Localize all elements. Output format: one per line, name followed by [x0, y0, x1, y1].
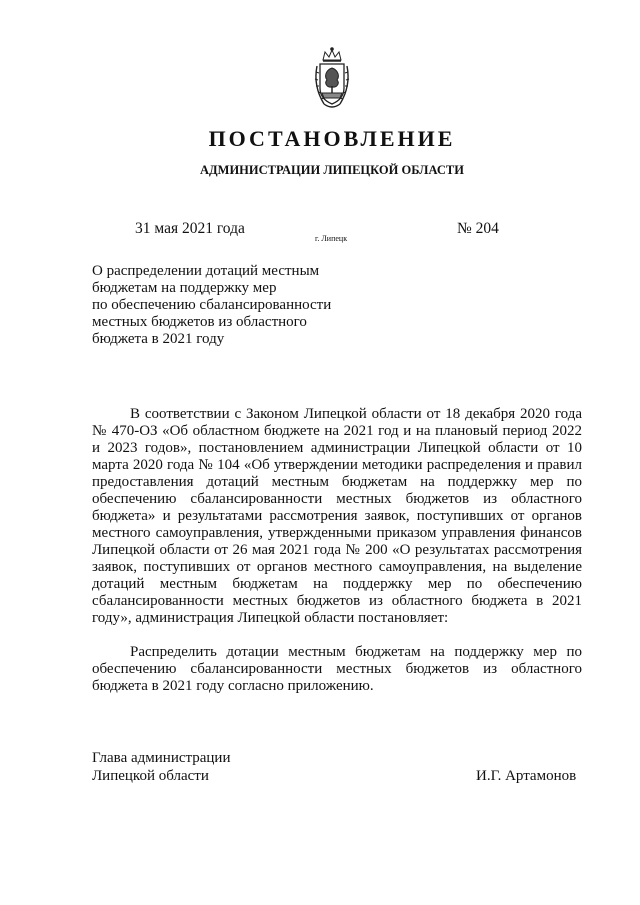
- heading-line: бюджета в 2021 году: [92, 331, 225, 347]
- document-number: № 204: [457, 220, 499, 237]
- heading-line: О распределении дотаций местным: [92, 263, 320, 279]
- signatory-position: [92, 749, 230, 785]
- document-title: ПОСТАНОВЛЕНИЕ: [208, 126, 456, 151]
- heading-line: местных бюджетов из областного: [92, 314, 307, 330]
- signatory-position-line: Липецкой области: [92, 768, 209, 784]
- signatory-position-line: Глава администрации: [92, 750, 231, 766]
- document-date: 31 мая 2021 года: [135, 220, 245, 237]
- heading-line: бюджетам на поддержку мер: [92, 280, 277, 296]
- coat-of-arms-icon: [312, 46, 352, 112]
- document-heading: [92, 263, 372, 348]
- body-paragraph-resolution: Распределить дотации местным бюджетам на поддержку мер по обеспечению сбалансированности местных бюджетов из областного бюджета в 2021 году согласно приложению.: [92, 644, 582, 694]
- heading-line: по обеспечению сбалансированности: [92, 297, 332, 313]
- document-subtitle: АДМИНИСТРАЦИИ ЛИПЕЦКОЙ ОБЛАСТИ: [200, 163, 464, 177]
- document-place: г. Липецк: [315, 234, 348, 243]
- body-paragraph-preamble: В соответствии с Законом Липецкой области от 18 декабря 2020 года № 470-ОЗ «Об областном бюджете на 2021 год и на плановый период 2022 и 2023 годов», постановлением администрации Липецкой области от 10 марта 2020 года № 104 «Об утверждении методики распределения и правил предоставления дотаций местным бюджетам на поддержку мер по обеспечению сбалансированности местных бюджетов из областного бюджета» и результатами рассмотрения заявок, поступивших от органов местного самоуправления, утвержденными приказом управления финансов Липецкой области от 26 мая 2021 года № 200 «О результатах рассмотрения заявок, поступивших от органов местного самоуправления, на выделение дотаций местным бюджетам на поддержку мер по обеспечению сбалансированности местных бюджетов из областного бюджета в 2021 году», администрация Липецкой области постановляет:: [92, 406, 582, 626]
- signatory-name: И.Г. Артамонов: [476, 768, 577, 784]
